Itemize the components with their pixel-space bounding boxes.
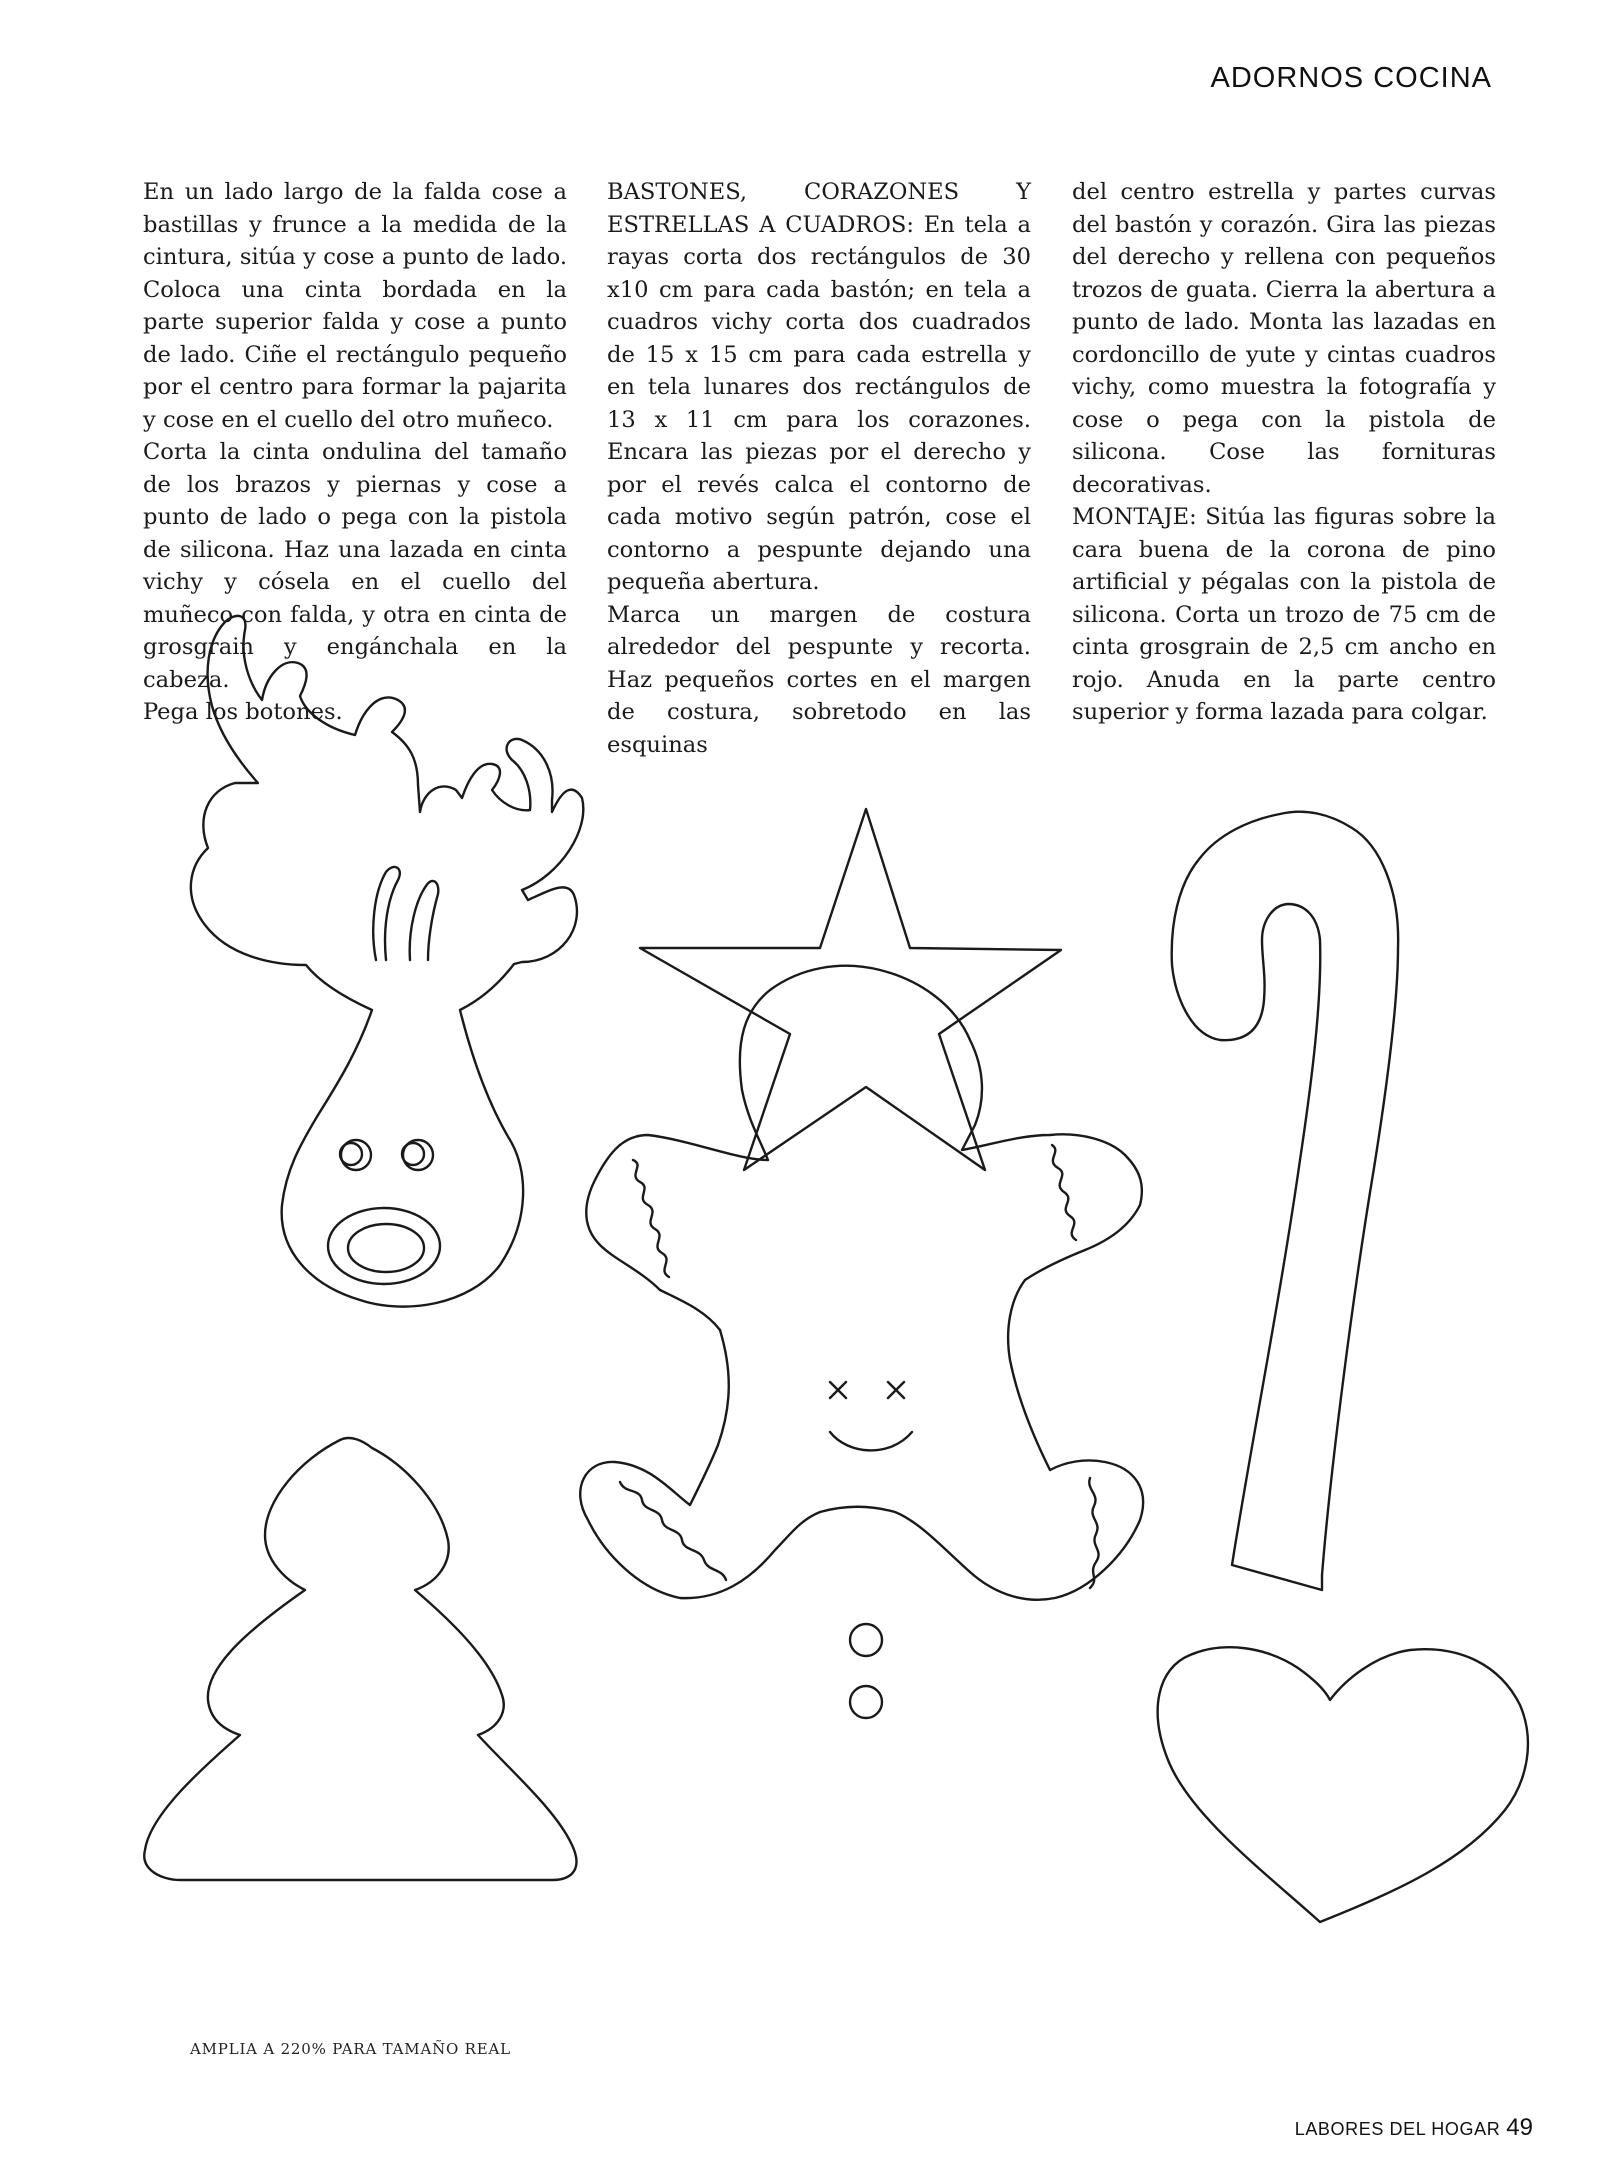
paragraph: BASTONES, CORAZONES Y ESTRELLAS A CUADROS: En tela a rayas corta dos rectángulos de 30 x10 cm para cada bastón; en tela a cuadros vichy corta dos cuadrados de 15 x 15 cm para cada estrella y en tela lunares dos rectángulos de 13 x 11 cm para los corazones. Encara las piezas por el derecho y por el revés calca el contorno de cada motivo según patrón, cose el contorno a pespunte dejando una pequeña abertura. — [607, 179, 1031, 595]
paragraph: Corta la cinta ondulina del tamaño de los brazos y piernas y cose a punto de lado o pega con la pistola de silicona. Haz una lazada en cinta vichy y cósela en el cuello del muñeco con falda, y otra en cinta de grosgrain y engánchala en la cabeza. — [143, 439, 567, 693]
enlarge-note: AMPLIA A 220% PARA TAMAÑO REAL — [190, 2040, 511, 2058]
candy-cane-pattern — [1172, 812, 1398, 1590]
paragraph: del centro estrella y partes curvas del bastón y corazón. Gira las piezas del derecho y rellena con pequeños trozos de guata. Cierra la abertura a punto de lado. Monta las lazadas en cordoncillo de yute y cintas cuadros vichy, como muestra la fotografía y cose o pega con la pistola de silicona. Cose las fornituras decorativas. — [1072, 179, 1496, 498]
magazine-name: LABORES DEL HOGAR — [1294, 2119, 1501, 2139]
heart-pattern — [1158, 1647, 1528, 1922]
paragraph: En un lado largo de la falda cose a bastillas y frunce a la medida de la cintura, sitúa y cose a punto de lado. Coloca una cinta bordada en la parte superior falda y cose a punto de lado. Ciñe el rectángulo pequeño por el centro para formar la pajarita y cose en el cuello del otro muñeco. — [143, 179, 567, 433]
christmas-tree-pattern — [144, 1438, 576, 1880]
paragraph: Marca un margen de costura alrededor del pespunte y recorta. Haz pequeños cortes en el margen de costura, sobretodo en las esquinas — [607, 601, 1031, 758]
page-footer — [1295, 2114, 1533, 2142]
reindeer-pattern — [191, 616, 583, 1307]
star-pattern — [640, 809, 1061, 1170]
gingerbread-pattern — [580, 966, 1143, 1718]
section-title: ADORNOS COCINA — [1210, 62, 1492, 94]
page-number: 49 — [1506, 2114, 1533, 2141]
paragraph: Pega los botones. — [143, 699, 343, 725]
paragraph: MONTAJE: Sitúa las figuras sobre la cara buena de la corona de pino artificial y pégalas con la pistola de silicona. Corta un trozo de 75 cm de cinta grosgrain de 2,5 cm ancho en rojo. Anuda en la parte centro superior y forma lazada para colgar. — [1072, 504, 1496, 725]
